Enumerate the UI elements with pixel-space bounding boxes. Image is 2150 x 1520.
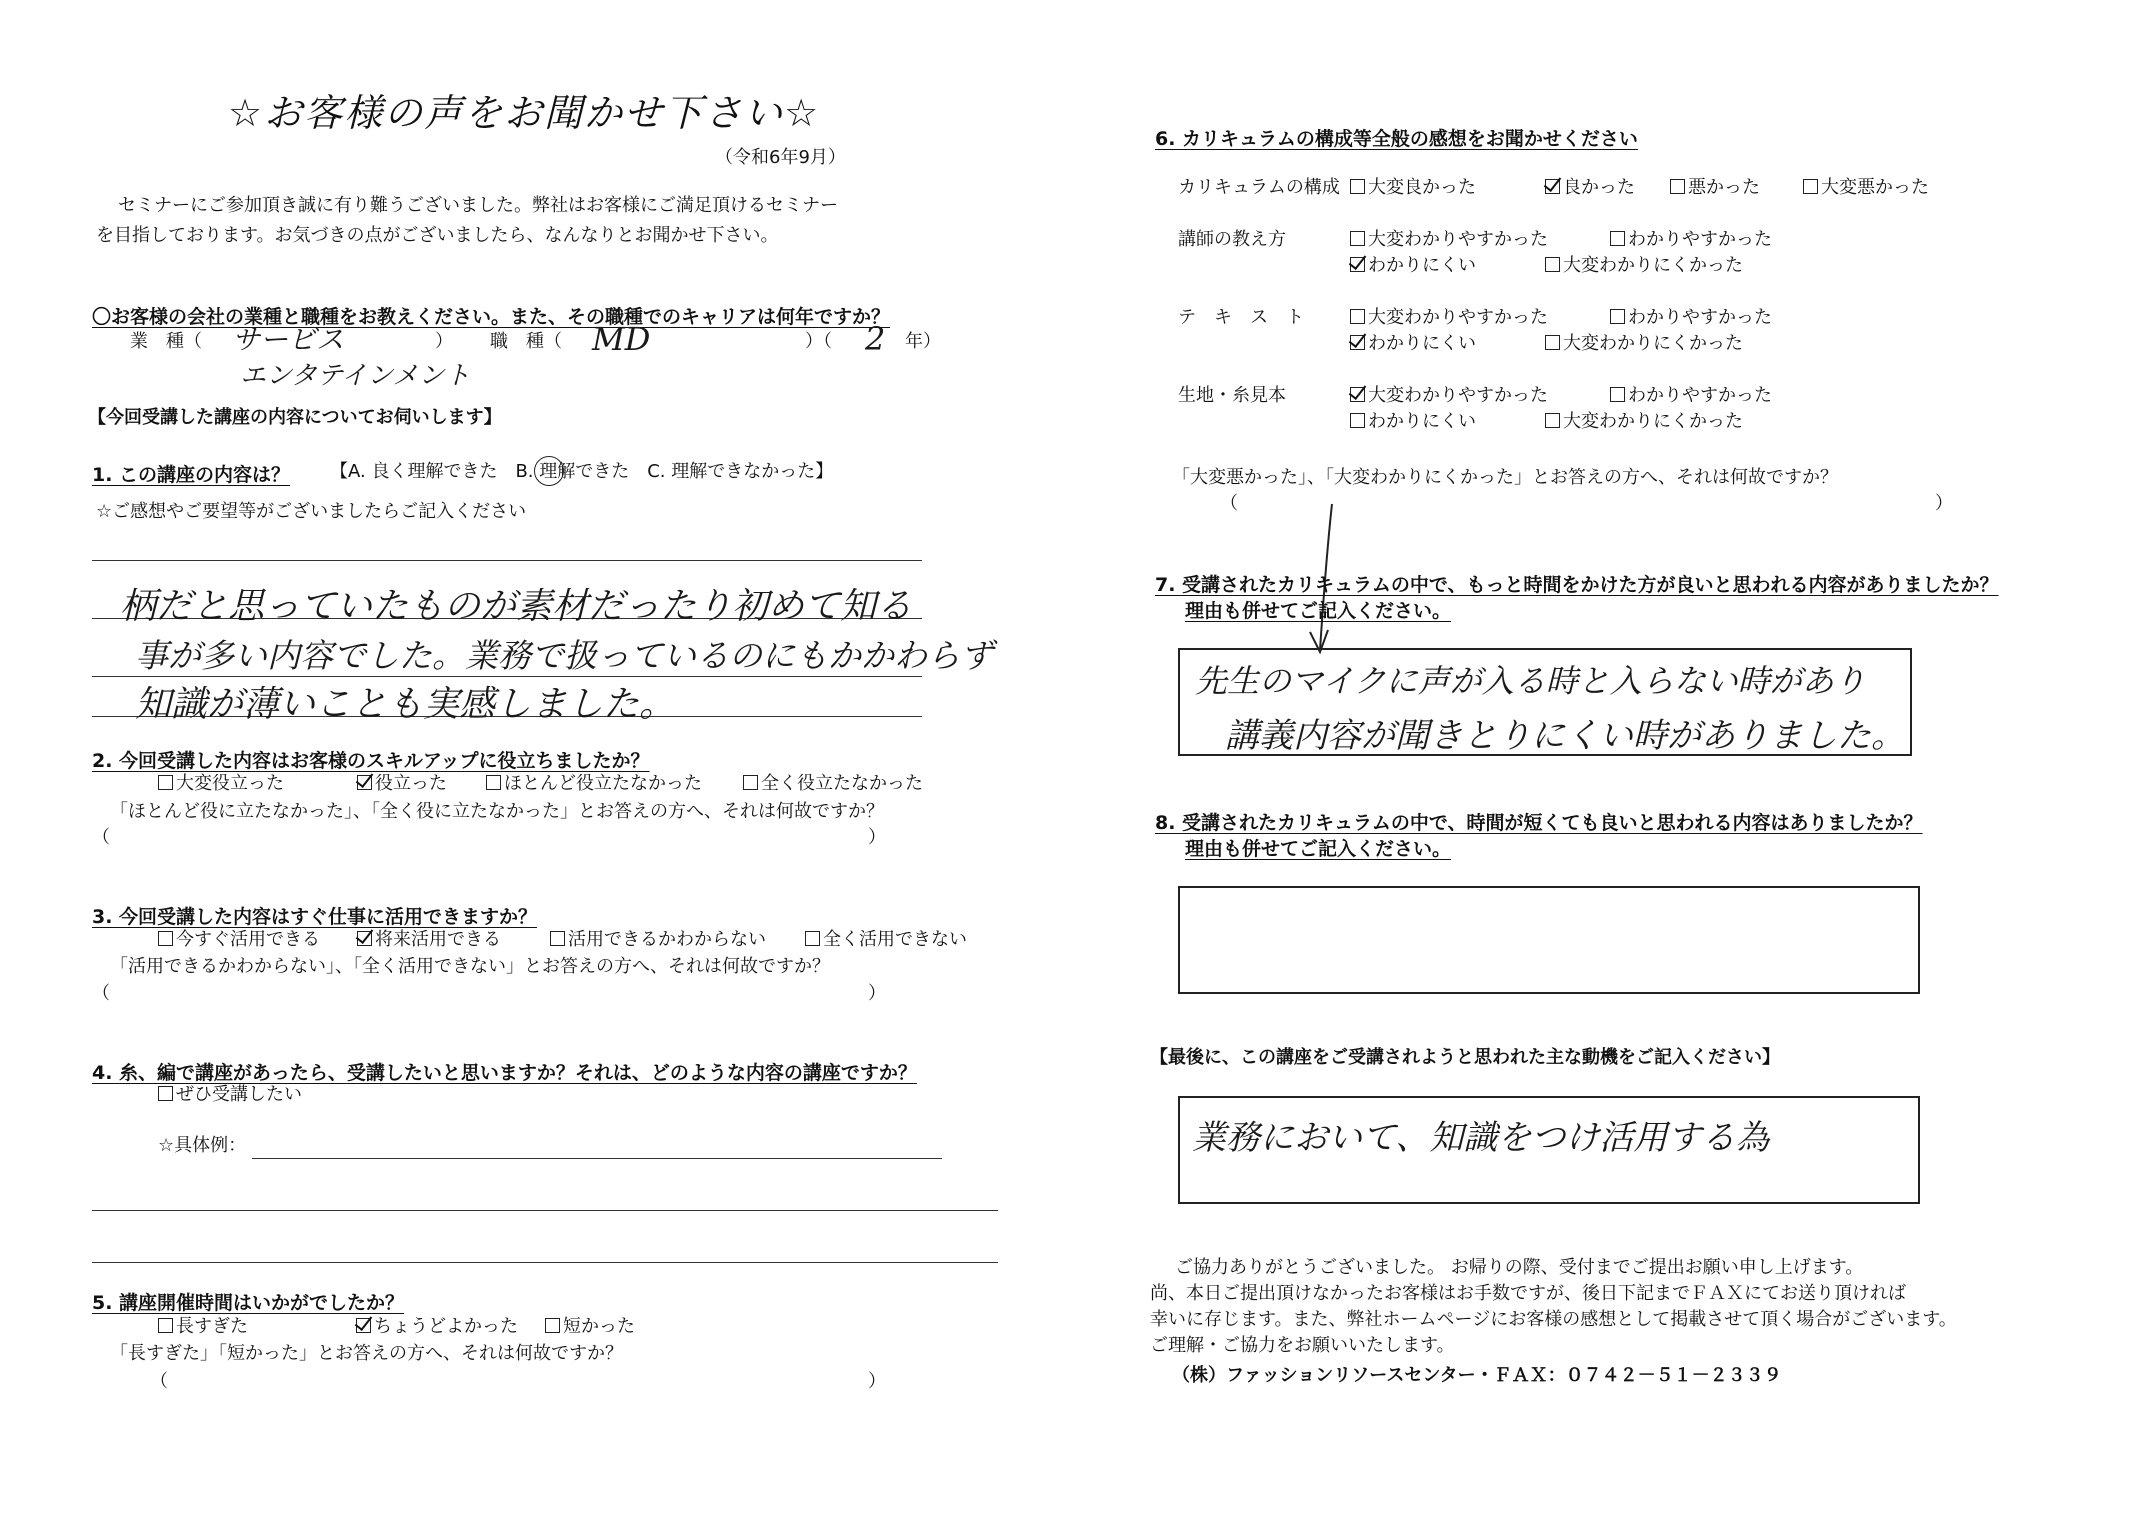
checkbox-icon [1610,231,1625,246]
q6-option-label: わかりにくい [1368,333,1476,354]
q2-option-label: 大変役立った [176,773,284,794]
q6-row-name: テ キ ス ト [1178,307,1304,328]
intro-line-2: を目指しております。お気づきの点がございましたら、なんなりとお聞かせ下さい。 [96,225,779,246]
q6-row3-option-2[interactable] [1350,410,1476,434]
checkbox-icon [1545,257,1560,272]
q8-label: 8. 受講されたカリキュラムの中で、時間が短くても良いと思われる内容はありましたか？ [1155,812,1923,834]
q2-option-label: 役立った [375,773,447,794]
q6-row3-option-3[interactable] [1545,410,1743,434]
checkbox-checked-icon [1545,179,1560,194]
date-label: （令和6年9月） [715,147,846,168]
q6-row2-option-3[interactable] [1545,332,1743,356]
checkbox-icon [158,775,173,790]
q6-option-label: わかりにくい [1368,411,1476,432]
q1-prompt: ☆ご感想やご要望等がございましたらご記入ください [96,501,527,522]
q6-option-label: 良かった [1563,177,1635,198]
q6-option-label: 大変わかりやすかった [1368,385,1548,406]
q5-paren-close: ） [868,1371,886,1392]
years-unit: 年） [905,331,941,352]
q2-option-1[interactable] [357,772,447,796]
checkbox-icon [1350,413,1365,428]
q6-option-label: 大変わかりにくかった [1563,411,1743,432]
q6-option-label: わかりやすかった [1628,385,1772,406]
industry-label: 業 種（ [130,331,202,352]
q5-option-0[interactable] [158,1315,248,1339]
q5-paren-open: （ [150,1371,168,1392]
q6-paren-open: （ [1220,493,1238,514]
industry-value-2: エンタテインメント [240,361,471,391]
q5-option-label: ちょうどよかった [374,1316,518,1337]
checkbox-icon [805,931,820,946]
q5-option-2[interactable] [545,1315,635,1339]
q3-option-label: 活用できるかわからない [568,929,766,950]
q6-option-label: 大変悪かった [1821,177,1929,198]
job-label: 職 種（ [490,331,562,352]
q6-row0-option-1[interactable] [1545,176,1635,200]
checkbox-icon [1350,309,1365,324]
q7-answer-line-1: 先生のマイクに声が入る時と入らない時があり [1195,662,1866,700]
page-title: ☆お客様の声をお聞かせ下さい☆ [228,91,821,135]
q2-option-label: 全く役立たなかった [761,773,923,794]
q8-sub: 理由も併せてご記入ください。 [1185,838,1452,860]
q3-followup: 「活用できるかわからない」、「全く活用できない」とお答えの方へ、それは何故ですか？ [110,956,830,977]
q4-rule-1 [92,1210,998,1211]
q6-row0-option-3[interactable] [1803,176,1929,200]
q4-option-label: ぜひ受講したい [176,1084,302,1105]
q6-option-label: 大変良かった [1368,177,1476,198]
checkbox-checked-icon [1350,257,1365,272]
years-value: 2 [865,320,886,358]
q6-row-name: 講師の教え方 [1178,229,1286,250]
motive-label: 【最後に、この講座をご受講されようと思われた主な動機をご記入ください】 [1150,1047,1780,1068]
checkbox-checked-icon [1350,387,1365,402]
q7-answer-line-2: 講義内容が聞きとりにくい時がありました。 [1225,716,1905,756]
q1-answer-line-1: 柄だと思っていたものが素材だったり初めて知る [120,586,913,627]
q8-answer-box[interactable] [1178,886,1920,994]
checkbox-icon [1670,179,1685,194]
q6-row3-option-1[interactable] [1610,384,1772,408]
checkbox-icon [158,1318,173,1333]
q2-label: 2. 今回受講した内容はお客様のスキルアップに役立ちましたか？ [92,750,650,772]
q2-option-3[interactable] [743,772,923,796]
q5-option-label: 短かった [563,1316,635,1337]
q3-paren-close: ） [868,983,886,1004]
checkbox-icon [158,931,173,946]
q4-rule-2 [92,1262,998,1263]
q6-option-label: 大変わかりにくかった [1563,255,1743,276]
footer-line-4: ご理解・ご協力をお願いいたします。 [1150,1335,1455,1356]
q3-option-label: 今すぐ活用できる [176,929,320,950]
q1-options: 【A. 良く理解できた B. 理解できた C. 理解できなかった】 [330,461,834,482]
industry-close: ） [435,331,453,352]
checkbox-checked-icon [357,931,372,946]
q3-option-0[interactable] [158,928,320,952]
q1-rule-1 [92,560,922,561]
q6-option-label: わかりにくい [1368,255,1476,276]
checkbox-icon [743,775,758,790]
q6-paren-close: ） [1935,493,1953,514]
checkbox-icon [1545,413,1560,428]
q3-option-label: 全く活用できない [823,929,967,950]
checkbox-icon [1350,179,1365,194]
q5-option-1[interactable] [356,1315,518,1339]
q6-row3-option-0[interactable] [1350,384,1548,408]
checkbox-checked-icon [1350,335,1365,350]
industry-value-1: サービス [232,323,345,356]
q6-option-label: わかりやすかった [1628,229,1772,250]
q2-option-0[interactable] [158,772,284,796]
checkbox-checked-icon [357,775,372,790]
footer-line-2: 尚、本日ご提出頂けなかったお客様はお手数ですが、後日下記までＦＡＸにてお送り頂ければ [1150,1283,1906,1304]
q3-label: 3. 今回受講した内容はすぐ仕事に活用できますか？ [92,906,538,928]
q6-row-name: 生地・糸見本 [1178,385,1286,406]
q6-row2-option-1[interactable] [1610,306,1772,330]
checkbox-icon [1350,231,1365,246]
q4-option[interactable] [158,1083,302,1107]
q6-option-label: 大変わかりにくかった [1563,333,1743,354]
q1-label: 1. この講座の内容は？ [92,464,291,486]
q2-paren-open: （ [92,827,110,848]
checkbox-icon [1610,387,1625,402]
footer-line-1: ご協力ありがとうございました。 お帰りの際、受付までご提出お願い申し上げます。 [1175,1257,1864,1278]
q5-label: 5. 講座開催時間はいかがでしたか？ [92,1292,405,1314]
q6-row2-option-0[interactable] [1350,306,1548,330]
q1-selected-circle [534,456,564,486]
checkbox-checked-icon [356,1318,371,1333]
checkbox-icon [550,931,565,946]
checkbox-icon [545,1318,560,1333]
motive-answer: 業務において、知識をつけ活用する為 [1192,1118,1770,1158]
q6-row1-option-1[interactable] [1610,228,1772,252]
q4-example-label: ☆具体例： [158,1135,247,1156]
q7-label: 7. 受講されたカリキュラムの中で、もっと時間をかけた方が良いと思われる内容がありましたか？ [1155,574,1999,596]
q5-option-label: 長すぎた [176,1316,248,1337]
checkbox-icon [1803,179,1818,194]
job-value: MD [592,320,651,358]
q6-label: 6. カリキュラムの構成等全般の感想をお聞かせください [1155,128,1638,150]
footer-line-3: 幸いに存じます。また、弊社ホームページにお客様の感想として掲載させて頂く場合がございます。 [1150,1309,1957,1330]
q4-example-line [252,1158,942,1159]
q6-followup: 「大変悪かった」、「大変わかりにくかった」とお答えの方へ、それは何故ですか？ [1172,467,1838,488]
q4-label: 4. 糸、編で講座があったら、受講したいと思いますか？それは、どのような内容の講座ですか？ [92,1062,917,1084]
q3-paren-open: （ [92,983,110,1004]
q6-row1-option-0[interactable] [1350,228,1548,252]
career-question: 〇お客様の会社の業種と職種をお教えください。また、その職種でのキャリアは何年ですか？ [92,306,891,328]
q6-option-label: わかりやすかった [1628,307,1772,328]
q3-option-2[interactable] [550,928,766,952]
checkbox-icon [1545,335,1560,350]
q6-option-label: 大変わかりやすかった [1368,307,1548,328]
footer-contact: （株）ファッションリソースセンター・ＦＡＸ：０７４２－５１－２３３９ [1172,1365,1782,1386]
q6-row0-option-2[interactable] [1670,176,1760,200]
checkbox-icon [158,1086,173,1101]
q1-answer-line-2: 事が多い内容でした。業務で扱っているのにもかかわらず [135,636,993,675]
q6-option-label: 悪かった [1688,177,1760,198]
checkbox-icon [486,775,501,790]
q2-followup: 「ほとんど役に立たなかった」、「全く役に立たなかった」とお答えの方へ、それは何故ですか？ [110,801,884,822]
q6-row1-option-3[interactable] [1545,254,1743,278]
q2-option-label: ほとんど役立たなかった [504,773,702,794]
q6-option-label: 大変わかりやすかった [1368,229,1548,250]
q7-sub: 理由も併せてご記入ください。 [1185,600,1452,622]
q5-followup: 「長すぎた」「短かった」とお答えの方へ、それは何故ですか？ [110,1343,623,1364]
q2-option-2[interactable] [486,772,702,796]
checkbox-icon [1610,309,1625,324]
q3-option-3[interactable] [805,928,967,952]
q3-option-1[interactable] [357,928,501,952]
q1-answer-line-3: 知識が薄いことも実感しました。 [135,684,676,725]
q6-row2-option-2[interactable] [1350,332,1476,356]
intro-line-1: セミナーにご参加頂き誠に有り難うございました。弊社はお客様にご満足頂けるセミナー [118,195,838,216]
job-close: ）（ [805,331,832,352]
q6-row0-option-0[interactable] [1350,176,1476,200]
section-heading: 【今回受講した講座の内容についてお伺いします】 [88,407,502,428]
q6-row-name: カリキュラムの構成 [1178,177,1340,198]
q6-row1-option-2[interactable] [1350,254,1476,278]
q3-option-label: 将来活用できる [375,929,501,950]
q2-paren-close: ） [868,827,886,848]
